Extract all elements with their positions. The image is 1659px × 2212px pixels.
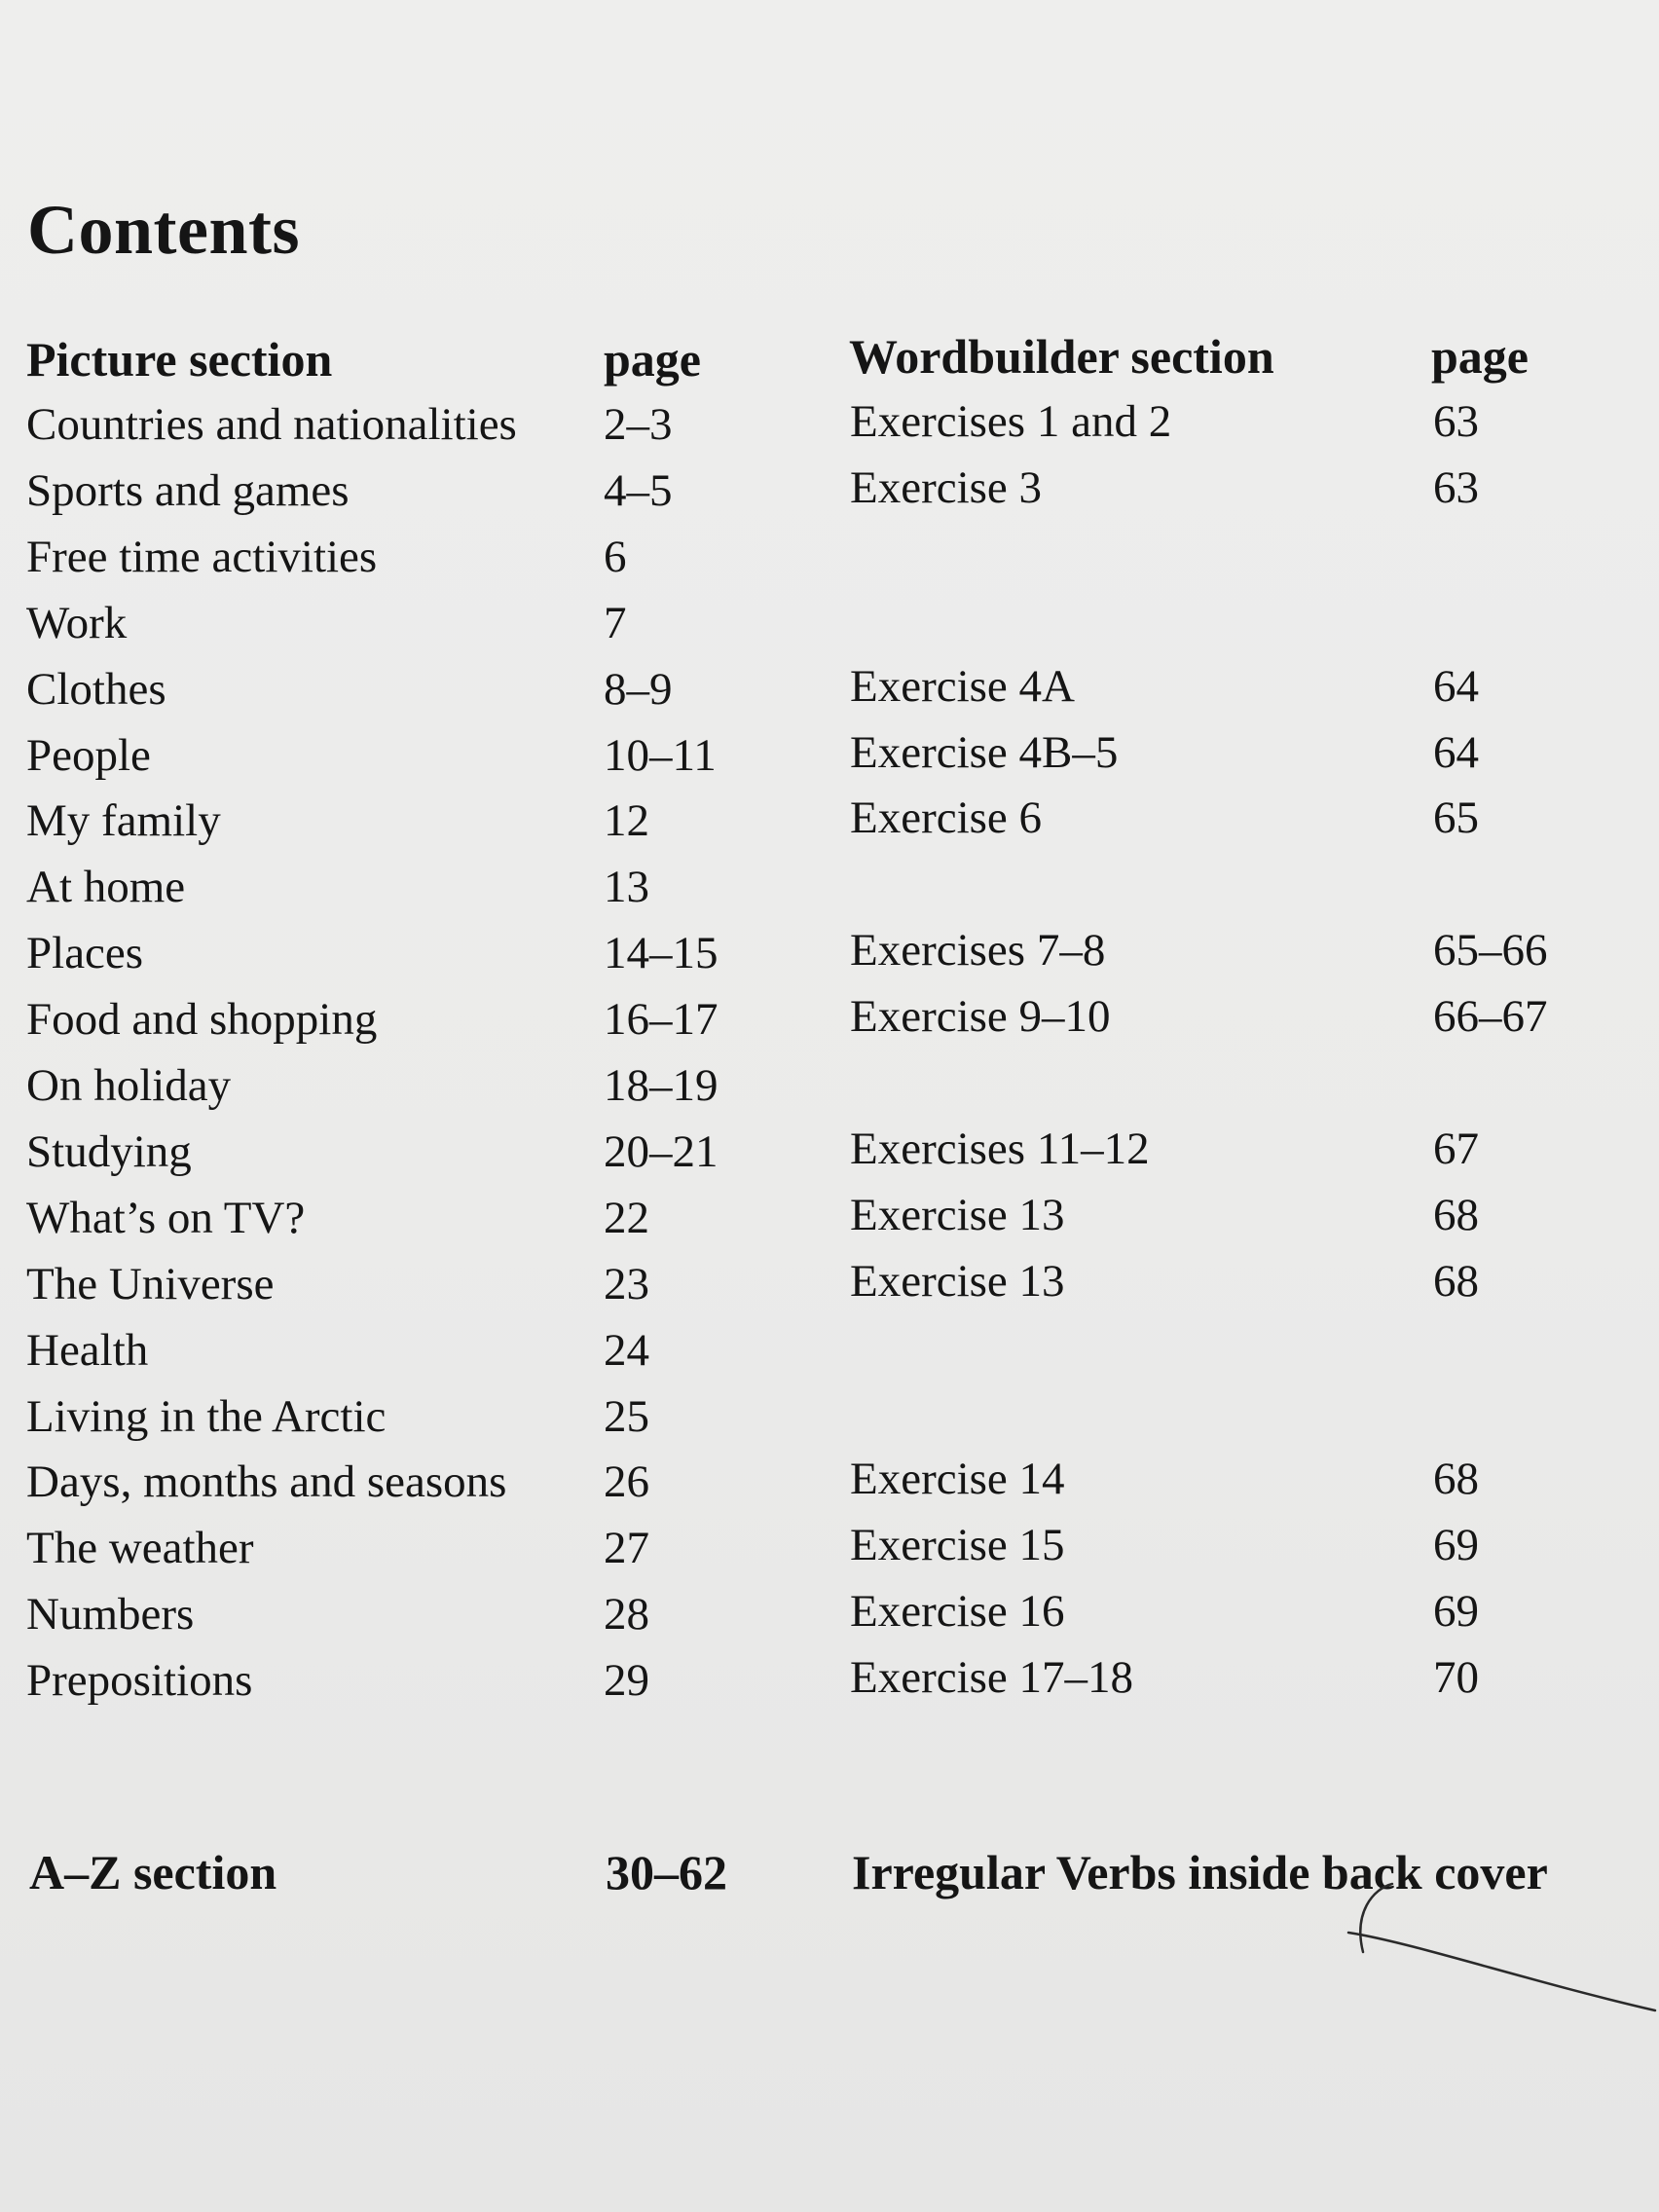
picture-topic: Prepositions — [26, 1655, 253, 1706]
picture-topic: People — [26, 730, 151, 781]
picture-topic-page: 24 — [604, 1325, 649, 1376]
picture-topic-page: 12 — [604, 795, 649, 846]
picture-topic-page: 6 — [604, 532, 627, 582]
picture-topic-page: 23 — [604, 1259, 649, 1309]
picture-topic-page: 14–15 — [604, 928, 719, 978]
picture-topic-page: 4–5 — [604, 465, 673, 516]
irregular-verbs-label: Irregular Verbs inside back cover — [852, 1845, 1548, 1899]
picture-topic: Health — [26, 1325, 149, 1376]
wordbuilder-exercise-page: 63 — [1433, 396, 1479, 447]
picture-topic-page: 2–3 — [604, 399, 673, 450]
pen-stroke-mark — [1334, 1874, 1659, 2030]
picture-topic-page: 10–11 — [604, 730, 717, 781]
wordbuilder-exercise: Exercise 6 — [850, 793, 1043, 843]
picture-topic: Numbers — [26, 1589, 195, 1640]
picture-topic-page: 26 — [604, 1456, 649, 1507]
wordbuilder-exercise-page: 63 — [1433, 462, 1479, 513]
wordbuilder-exercise-page: 66–67 — [1433, 991, 1548, 1042]
wordbuilder-exercise: Exercises 7–8 — [850, 925, 1106, 976]
picture-topic: Free time activities — [26, 532, 378, 582]
picture-topic: Studying — [26, 1126, 192, 1177]
picture-topic-page: 8–9 — [604, 664, 673, 715]
picture-topic: My family — [26, 795, 221, 846]
wordbuilder-exercise: Exercise 16 — [850, 1586, 1065, 1637]
picture-section-page-heading: page — [604, 332, 701, 387]
wordbuilder-exercise: Exercise 3 — [850, 462, 1043, 513]
wordbuilder-exercise-page: 69 — [1433, 1520, 1479, 1570]
wordbuilder-exercise: Exercise 13 — [850, 1256, 1065, 1307]
wordbuilder-exercise: Exercise 15 — [850, 1520, 1065, 1570]
picture-topic: What’s on TV? — [26, 1193, 306, 1243]
az-section-pages: 30–62 — [606, 1845, 727, 1899]
picture-topic-page: 16–17 — [604, 994, 719, 1045]
wordbuilder-section-page-heading: page — [1431, 329, 1529, 384]
wordbuilder-exercise-page: 65 — [1433, 793, 1479, 843]
picture-topic: Sports and games — [26, 465, 350, 516]
picture-topic: Living in the Arctic — [26, 1391, 387, 1442]
wordbuilder-exercise: Exercise 13 — [850, 1190, 1065, 1240]
wordbuilder-exercise-page: 69 — [1433, 1586, 1479, 1637]
picture-topic-page: 22 — [604, 1193, 649, 1243]
wordbuilder-exercise: Exercise 4A — [850, 661, 1075, 712]
picture-topic-page: 13 — [604, 862, 649, 912]
picture-topic-page: 18–19 — [604, 1060, 719, 1111]
wordbuilder-exercise-page: 70 — [1433, 1652, 1479, 1703]
picture-topic: Work — [26, 598, 128, 648]
wordbuilder-exercise: Exercise 17–18 — [850, 1652, 1134, 1703]
picture-topic: The Universe — [26, 1259, 275, 1309]
picture-topic: At home — [26, 862, 186, 912]
picture-topic-page: 28 — [604, 1589, 649, 1640]
wordbuilder-exercise-page: 64 — [1433, 727, 1479, 778]
wordbuilder-exercise-page: 68 — [1433, 1454, 1479, 1504]
picture-topic: Food and shopping — [26, 994, 378, 1045]
wordbuilder-exercise: Exercise 9–10 — [850, 991, 1111, 1042]
wordbuilder-exercise-page: 68 — [1433, 1256, 1479, 1307]
wordbuilder-exercise: Exercise 14 — [850, 1454, 1065, 1504]
wordbuilder-exercise-page: 68 — [1433, 1190, 1479, 1240]
picture-topic-page: 25 — [604, 1391, 649, 1442]
wordbuilder-exercise-page: 67 — [1433, 1124, 1479, 1174]
picture-topic-page: 27 — [604, 1523, 649, 1573]
picture-section-heading: Picture section — [26, 332, 333, 387]
wordbuilder-exercise-page: 64 — [1433, 661, 1479, 712]
wordbuilder-exercise: Exercises 11–12 — [850, 1124, 1150, 1174]
picture-topic: On holiday — [26, 1060, 232, 1111]
wordbuilder-exercise: Exercise 4B–5 — [850, 727, 1119, 778]
picture-topic: Places — [26, 928, 144, 978]
picture-topic-page: 29 — [604, 1655, 649, 1706]
wordbuilder-exercise-page: 65–66 — [1433, 925, 1548, 976]
picture-topic-page: 20–21 — [604, 1126, 719, 1177]
picture-topic: Days, months and seasons — [26, 1456, 507, 1507]
page-title: Contents — [27, 191, 301, 269]
picture-topic: Countries and nationalities — [26, 399, 517, 450]
wordbuilder-section-heading: Wordbuilder section — [849, 329, 1274, 384]
picture-topic: The weather — [26, 1523, 254, 1573]
wordbuilder-exercise: Exercises 1 and 2 — [850, 396, 1172, 447]
picture-topic-page: 7 — [604, 598, 627, 648]
picture-topic: Clothes — [26, 664, 166, 715]
az-section-label: A–Z section — [29, 1845, 277, 1899]
